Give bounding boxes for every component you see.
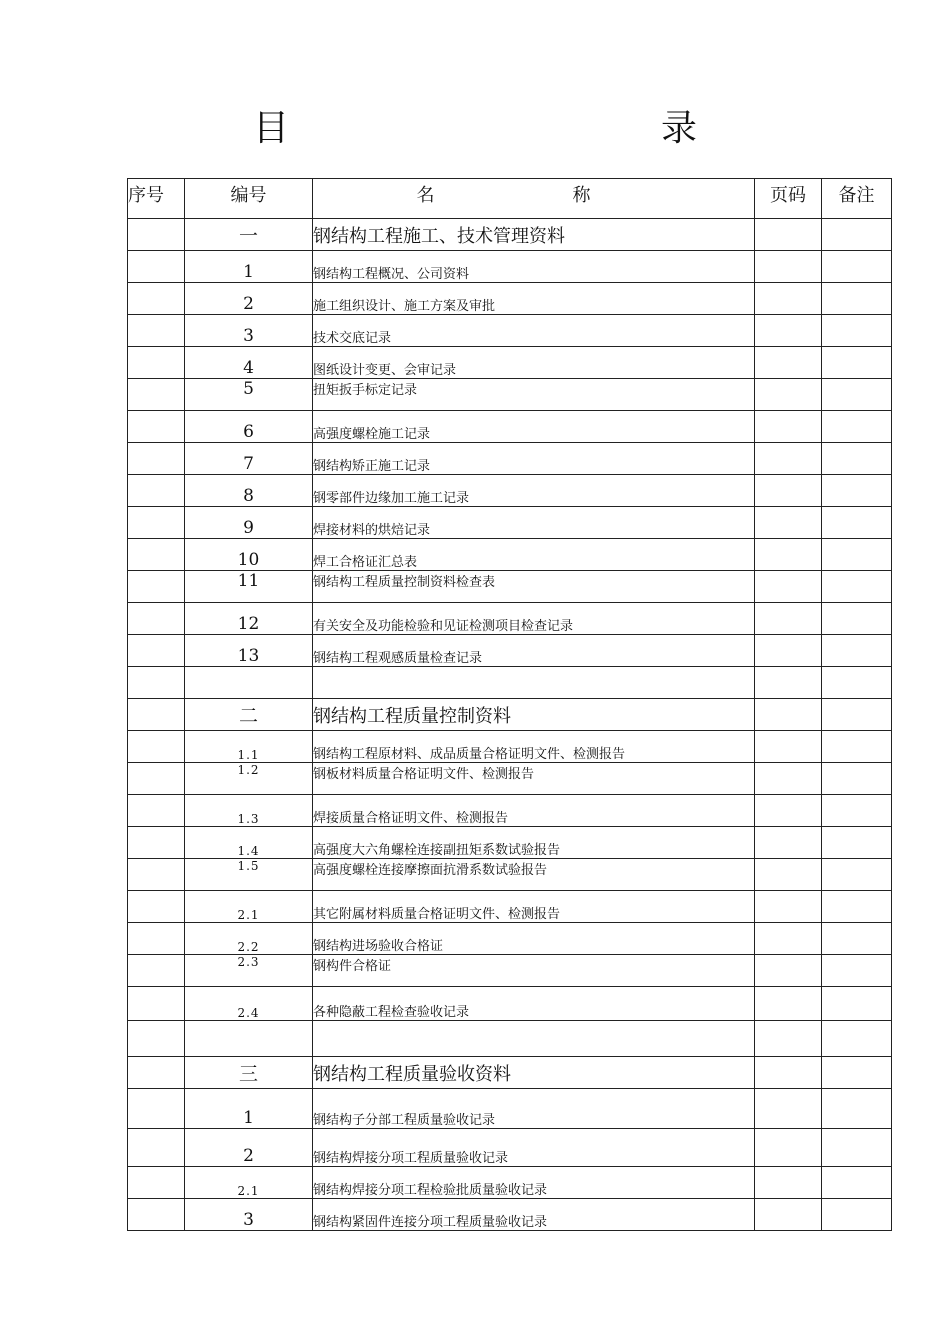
section-row bbox=[128, 699, 892, 731]
table-row bbox=[128, 539, 892, 571]
cell-seq bbox=[128, 219, 185, 251]
table-row bbox=[128, 731, 892, 763]
table-row bbox=[128, 635, 892, 667]
cell-note bbox=[822, 347, 892, 379]
cell-seq bbox=[128, 955, 185, 987]
cell-number: 10 bbox=[185, 539, 313, 571]
cell-number: 2.1 bbox=[185, 1167, 313, 1199]
cell-name bbox=[313, 1021, 755, 1057]
cell-note bbox=[822, 219, 892, 251]
cell-seq bbox=[128, 411, 185, 443]
cell-seq bbox=[128, 1167, 185, 1199]
table-row bbox=[128, 955, 892, 987]
cell-seq bbox=[128, 763, 185, 795]
cell-number: 8 bbox=[185, 475, 313, 507]
cell-number: 2 bbox=[185, 1129, 313, 1167]
cell-number: 5 bbox=[185, 379, 313, 411]
cell-seq bbox=[128, 859, 185, 891]
cell-name: 钢结构工程质量验收资料 bbox=[313, 1057, 755, 1089]
cell-name: 焊接质量合格证明文件、检测报告 bbox=[313, 795, 755, 827]
cell-seq bbox=[128, 1199, 185, 1231]
cell-name: 技术交底记录 bbox=[313, 315, 755, 347]
cell-note bbox=[822, 955, 892, 987]
cell-note bbox=[822, 699, 892, 731]
cell-note bbox=[822, 251, 892, 283]
toc-body bbox=[128, 219, 892, 1231]
cell-note bbox=[822, 667, 892, 699]
cell-page bbox=[755, 1167, 822, 1199]
cell-number: 9 bbox=[185, 507, 313, 539]
cell-seq bbox=[128, 379, 185, 411]
cell-page bbox=[755, 411, 822, 443]
cell-note bbox=[822, 603, 892, 635]
table-row bbox=[128, 571, 892, 603]
cell-number: 1.2 bbox=[185, 763, 313, 795]
cell-name: 钢构件合格证 bbox=[313, 955, 755, 987]
cell-note bbox=[822, 571, 892, 603]
cell-page bbox=[755, 923, 822, 955]
cell-number bbox=[185, 1021, 313, 1057]
cell-number: 一 bbox=[185, 219, 313, 251]
cell-note bbox=[822, 987, 892, 1021]
cell-note bbox=[822, 1167, 892, 1199]
table-row bbox=[128, 475, 892, 507]
cell-name: 其它附属材料质量合格证明文件、检测报告 bbox=[313, 891, 755, 923]
cell-number: 1.5 bbox=[185, 859, 313, 891]
cell-page bbox=[755, 891, 822, 923]
cell-number: 7 bbox=[185, 443, 313, 475]
table-row bbox=[128, 1129, 892, 1167]
cell-name: 施工组织设计、施工方案及审批 bbox=[313, 283, 755, 315]
cell-name: 钢板材料质量合格证明文件、检测报告 bbox=[313, 763, 755, 795]
cell-seq bbox=[128, 539, 185, 571]
cell-note bbox=[822, 475, 892, 507]
cell-name: 扭矩扳手标定记录 bbox=[313, 379, 755, 411]
cell-page bbox=[755, 731, 822, 763]
cell-name: 焊工合格证汇总表 bbox=[313, 539, 755, 571]
header-row bbox=[128, 179, 892, 219]
cell-seq bbox=[128, 1089, 185, 1129]
cell-name bbox=[313, 667, 755, 699]
header-no: 编号 bbox=[185, 179, 313, 219]
header-name: 名 称 bbox=[313, 179, 755, 219]
cell-page bbox=[755, 795, 822, 827]
cell-note bbox=[822, 379, 892, 411]
table-row bbox=[128, 795, 892, 827]
table-row bbox=[128, 1199, 892, 1231]
table-row bbox=[128, 315, 892, 347]
cell-page bbox=[755, 1057, 822, 1089]
cell-name: 各种隐蔽工程检查验收记录 bbox=[313, 987, 755, 1021]
cell-note bbox=[822, 1089, 892, 1129]
cell-note bbox=[822, 1129, 892, 1167]
cell-page bbox=[755, 667, 822, 699]
table-row bbox=[128, 507, 892, 539]
cell-seq bbox=[128, 795, 185, 827]
table-row bbox=[128, 443, 892, 475]
cell-page bbox=[755, 635, 822, 667]
cell-number: 2.1 bbox=[185, 891, 313, 923]
cell-number: 二 bbox=[185, 699, 313, 731]
cell-note bbox=[822, 827, 892, 859]
cell-name: 高强度螺栓施工记录 bbox=[313, 411, 755, 443]
cell-number: 1.1 bbox=[185, 731, 313, 763]
cell-name: 钢结构工程概况、公司资料 bbox=[313, 251, 755, 283]
table-row bbox=[128, 283, 892, 315]
cell-seq bbox=[128, 315, 185, 347]
cell-seq bbox=[128, 1129, 185, 1167]
header-seq: 序号 bbox=[128, 179, 185, 219]
table-row bbox=[128, 603, 892, 635]
cell-page bbox=[755, 1199, 822, 1231]
cell-page bbox=[755, 507, 822, 539]
cell-seq bbox=[128, 635, 185, 667]
cell-number: 2.4 bbox=[185, 987, 313, 1021]
cell-page bbox=[755, 987, 822, 1021]
cell-seq bbox=[128, 827, 185, 859]
cell-note bbox=[822, 891, 892, 923]
header-page: 页码 bbox=[755, 179, 822, 219]
cell-note bbox=[822, 411, 892, 443]
cell-seq bbox=[128, 347, 185, 379]
cell-note bbox=[822, 635, 892, 667]
blank-row bbox=[128, 667, 892, 699]
cell-number: 6 bbox=[185, 411, 313, 443]
cell-name: 钢零部件边缘加工施工记录 bbox=[313, 475, 755, 507]
cell-number: 1.3 bbox=[185, 795, 313, 827]
table-row bbox=[128, 763, 892, 795]
cell-name: 高强度螺栓连接摩擦面抗滑系数试验报告 bbox=[313, 859, 755, 891]
cell-number: 1 bbox=[185, 1089, 313, 1129]
cell-name: 高强度大六角螺栓连接副扭矩系数试验报告 bbox=[313, 827, 755, 859]
cell-seq bbox=[128, 923, 185, 955]
table-row bbox=[128, 859, 892, 891]
cell-name: 钢结构工程原材料、成品质量合格证明文件、检测报告 bbox=[313, 731, 755, 763]
cell-number bbox=[185, 667, 313, 699]
cell-number: 13 bbox=[185, 635, 313, 667]
cell-seq bbox=[128, 507, 185, 539]
cell-note bbox=[822, 443, 892, 475]
cell-number: 三 bbox=[185, 1057, 313, 1089]
cell-seq bbox=[128, 891, 185, 923]
cell-page bbox=[755, 763, 822, 795]
cell-number: 4 bbox=[185, 347, 313, 379]
table-row bbox=[128, 1167, 892, 1199]
cell-number: 11 bbox=[185, 571, 313, 603]
section-row bbox=[128, 219, 892, 251]
table-row bbox=[128, 987, 892, 1021]
cell-name: 钢结构工程观感质量检查记录 bbox=[313, 635, 755, 667]
cell-name: 钢结构进场验收合格证 bbox=[313, 923, 755, 955]
cell-note bbox=[822, 859, 892, 891]
cell-name: 钢结构工程质量控制资料 bbox=[313, 699, 755, 731]
cell-name: 钢结构矫正施工记录 bbox=[313, 443, 755, 475]
cell-seq bbox=[128, 603, 185, 635]
cell-note bbox=[822, 923, 892, 955]
cell-page bbox=[755, 219, 822, 251]
cell-name: 钢结构焊接分项工程质量验收记录 bbox=[313, 1129, 755, 1167]
cell-number: 2.2 bbox=[185, 923, 313, 955]
cell-seq bbox=[128, 667, 185, 699]
cell-page bbox=[755, 827, 822, 859]
cell-number: 3 bbox=[185, 1199, 313, 1231]
page-title: 目 录 bbox=[252, 108, 797, 149]
cell-page bbox=[755, 1021, 822, 1057]
cell-seq bbox=[128, 1021, 185, 1057]
cell-name: 钢结构子分部工程质量验收记录 bbox=[313, 1089, 755, 1129]
cell-page bbox=[755, 603, 822, 635]
cell-page bbox=[755, 1129, 822, 1167]
cell-note bbox=[822, 763, 892, 795]
cell-note bbox=[822, 795, 892, 827]
blank-row bbox=[128, 1021, 892, 1057]
cell-note bbox=[822, 507, 892, 539]
cell-page bbox=[755, 251, 822, 283]
cell-page bbox=[755, 859, 822, 891]
cell-page bbox=[755, 347, 822, 379]
cell-seq bbox=[128, 443, 185, 475]
cell-note bbox=[822, 1057, 892, 1089]
cell-note bbox=[822, 1199, 892, 1231]
cell-seq bbox=[128, 987, 185, 1021]
table-row bbox=[128, 347, 892, 379]
cell-seq bbox=[128, 731, 185, 763]
table-row bbox=[128, 379, 892, 411]
cell-page bbox=[755, 379, 822, 411]
cell-name: 钢结构工程施工、技术管理资料 bbox=[313, 219, 755, 251]
header-note: 备注 bbox=[822, 179, 892, 219]
cell-name: 图纸设计变更、会审记录 bbox=[313, 347, 755, 379]
section-row bbox=[128, 1057, 892, 1089]
cell-note bbox=[822, 539, 892, 571]
cell-number: 3 bbox=[185, 315, 313, 347]
cell-page bbox=[755, 443, 822, 475]
cell-page bbox=[755, 283, 822, 315]
cell-seq bbox=[128, 699, 185, 731]
cell-name: 钢结构工程质量控制资料检查表 bbox=[313, 571, 755, 603]
cell-page bbox=[755, 1089, 822, 1129]
cell-seq bbox=[128, 1057, 185, 1089]
cell-seq bbox=[128, 283, 185, 315]
cell-page bbox=[755, 539, 822, 571]
cell-name: 钢结构紧固件连接分项工程质量验收记录 bbox=[313, 1199, 755, 1231]
cell-page bbox=[755, 475, 822, 507]
cell-note bbox=[822, 315, 892, 347]
cell-seq bbox=[128, 475, 185, 507]
toc-table bbox=[127, 178, 892, 1231]
cell-note bbox=[822, 1021, 892, 1057]
table-row bbox=[128, 891, 892, 923]
cell-number: 2 bbox=[185, 283, 313, 315]
cell-name: 有关安全及功能检验和见证检测项目检查记录 bbox=[313, 603, 755, 635]
cell-seq bbox=[128, 571, 185, 603]
cell-seq bbox=[128, 251, 185, 283]
table-row bbox=[128, 251, 892, 283]
cell-number: 2.3 bbox=[185, 955, 313, 987]
cell-number: 1.4 bbox=[185, 827, 313, 859]
cell-page bbox=[755, 955, 822, 987]
table-row bbox=[128, 923, 892, 955]
cell-number: 12 bbox=[185, 603, 313, 635]
cell-name: 焊接材料的烘焙记录 bbox=[313, 507, 755, 539]
cell-name: 钢结构焊接分项工程检验批质量验收记录 bbox=[313, 1167, 755, 1199]
cell-note bbox=[822, 731, 892, 763]
cell-page bbox=[755, 571, 822, 603]
cell-page bbox=[755, 315, 822, 347]
cell-note bbox=[822, 283, 892, 315]
cell-number: 1 bbox=[185, 251, 313, 283]
table-row bbox=[128, 827, 892, 859]
table-row bbox=[128, 411, 892, 443]
table-row bbox=[128, 1089, 892, 1129]
cell-page bbox=[755, 699, 822, 731]
